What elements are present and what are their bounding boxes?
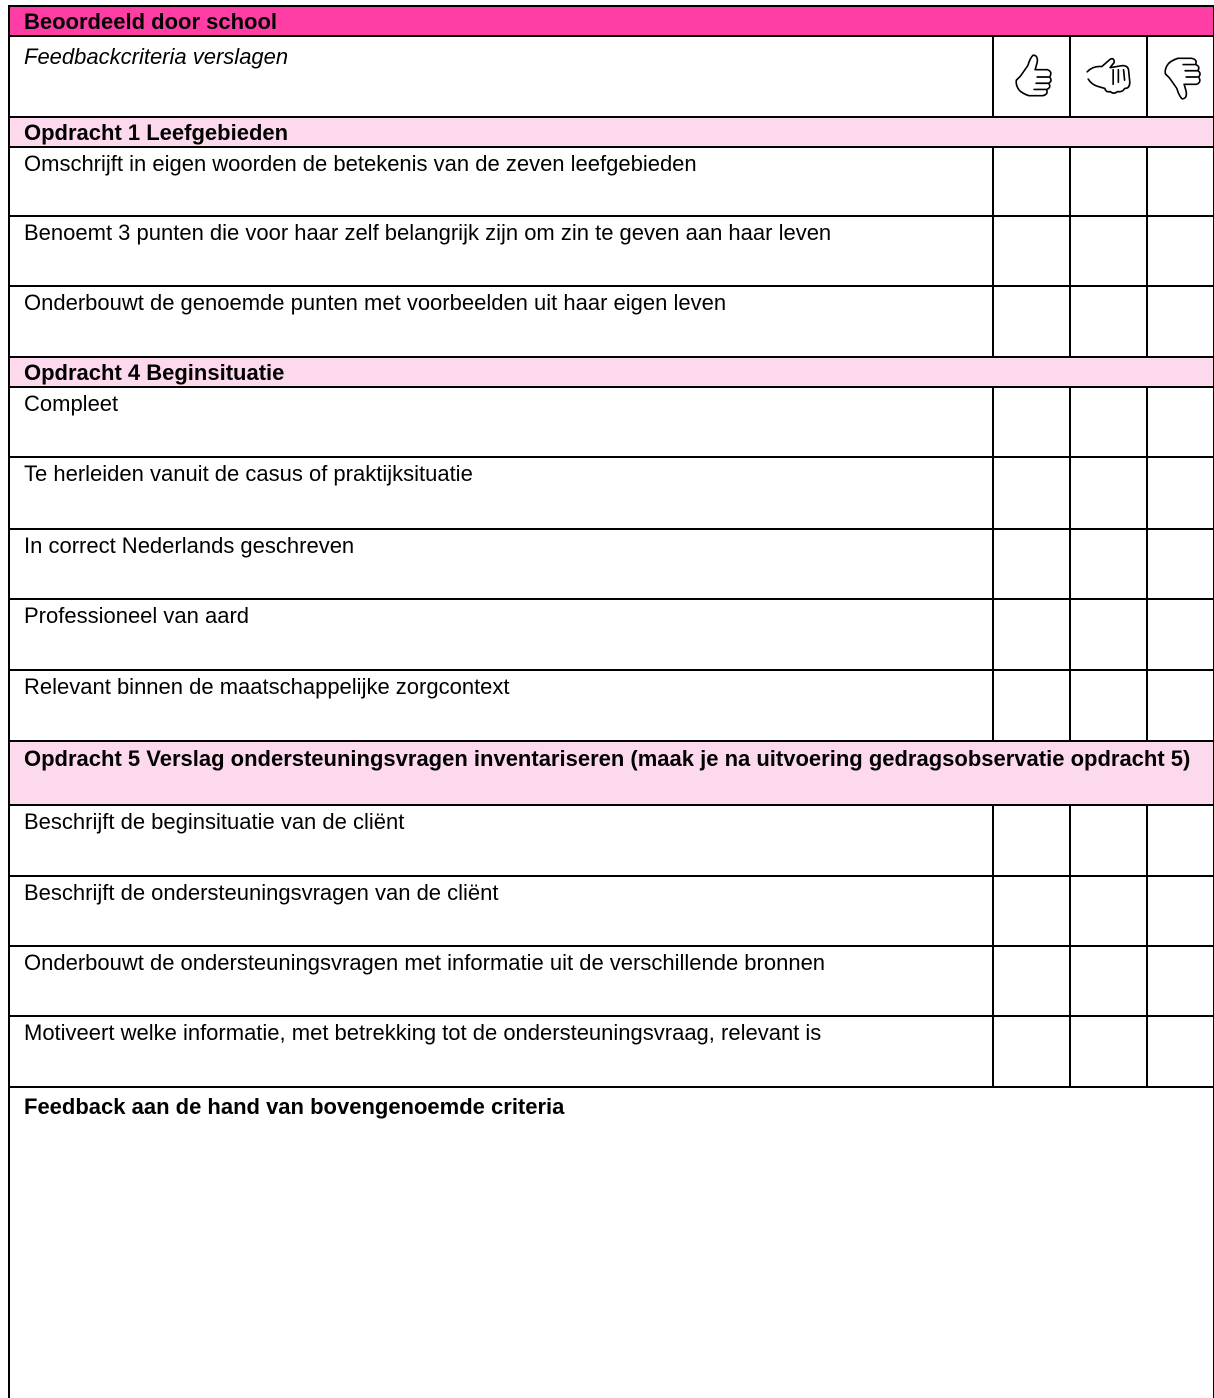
criterion-text: Compleet <box>10 388 994 456</box>
rating-cell-neutral[interactable] <box>1071 217 1148 285</box>
rating-cell-positive[interactable] <box>994 947 1071 1015</box>
rating-cell-neutral[interactable] <box>1071 1017 1148 1086</box>
criterion-row <box>8 877 1214 947</box>
rating-cell-neutral[interactable] <box>1071 388 1148 456</box>
criterion-row <box>8 530 1214 600</box>
rating-cell-neutral[interactable] <box>1071 671 1148 740</box>
rating-cell-positive[interactable] <box>994 806 1071 875</box>
rating-cell-positive[interactable] <box>994 388 1071 456</box>
criterion-text: Beschrijft de beginsituatie van de cliënt <box>10 806 994 875</box>
subheader-row <box>8 37 1214 118</box>
rating-cell-neutral[interactable] <box>1071 806 1148 875</box>
thumbs-up-icon <box>1006 51 1058 103</box>
rating-cell-neutral[interactable] <box>1071 148 1148 215</box>
section-header-1 <box>8 118 1214 148</box>
rating-cell-neutral[interactable] <box>1071 600 1148 669</box>
rating-cell-positive[interactable] <box>994 671 1071 740</box>
criterion-text: Te herleiden vanuit de casus of praktijksituatie <box>10 458 994 528</box>
criterion-text: Benoemt 3 punten die voor haar zelf belangrijk zijn om zin te geven aan haar leven <box>10 217 994 285</box>
thumbs-down-icon <box>1155 51 1207 103</box>
rating-header-positive <box>994 37 1071 116</box>
feedback-box[interactable] <box>8 1088 1214 1398</box>
rating-cell-negative[interactable] <box>1148 148 1213 215</box>
rating-cell-positive[interactable] <box>994 1017 1071 1086</box>
rating-cell-negative[interactable] <box>1148 877 1213 945</box>
criterion-row <box>8 458 1214 530</box>
criterion-text: Omschrijft in eigen woorden de betekenis van de zeven leefgebieden <box>10 148 994 215</box>
rating-cell-positive[interactable] <box>994 148 1071 215</box>
rating-cell-neutral[interactable] <box>1071 877 1148 945</box>
rating-cell-positive[interactable] <box>994 530 1071 598</box>
rating-cell-negative[interactable] <box>1148 947 1213 1015</box>
rating-cell-negative[interactable] <box>1148 217 1213 285</box>
rating-header-negative <box>1148 37 1213 116</box>
section-title-1: Opdracht 1 Leefgebieden <box>24 120 289 145</box>
criterion-row <box>8 388 1214 458</box>
criterion-row <box>8 148 1214 217</box>
rating-cell-neutral[interactable] <box>1071 458 1148 528</box>
rating-cell-neutral[interactable] <box>1071 287 1148 356</box>
header-title-row <box>8 5 1214 37</box>
rating-header-neutral <box>1071 37 1148 116</box>
feedback-criteria-table <box>8 5 1214 1398</box>
rating-cell-neutral[interactable] <box>1071 530 1148 598</box>
rating-cell-negative[interactable] <box>1148 388 1213 456</box>
feedback-label: Feedback aan de hand van bovengenoemde criteria <box>24 1094 565 1119</box>
criterion-text: Motiveert welke informatie, met betrekking tot de ondersteuningsvraag, relevant is <box>10 1017 994 1086</box>
rating-cell-negative[interactable] <box>1148 600 1213 669</box>
criterion-row <box>8 217 1214 287</box>
criterion-row <box>8 600 1214 671</box>
criterion-text: Relevant binnen de maatschappelijke zorgcontext <box>10 671 994 740</box>
rating-cell-positive[interactable] <box>994 217 1071 285</box>
rating-cell-negative[interactable] <box>1148 458 1213 528</box>
section-header-2 <box>8 358 1214 388</box>
header-title: Beoordeeld door school <box>24 9 278 34</box>
rating-cell-negative[interactable] <box>1148 1017 1213 1086</box>
rating-cell-negative[interactable] <box>1148 671 1213 740</box>
criterion-text: In correct Nederlands geschreven <box>10 530 994 598</box>
rating-cell-positive[interactable] <box>994 287 1071 356</box>
section-title-3: Opdracht 5 Verslag ondersteuningsvragen inventariseren (maak je na uitvoering gedragsobservatie opdracht 5) <box>24 746 1191 771</box>
criterion-row <box>8 806 1214 877</box>
criterion-text: Onderbouwt de ondersteuningsvragen met informatie uit de verschillende bronnen <box>10 947 994 1015</box>
subheader-text: Feedbackcriteria verslagen <box>10 37 994 116</box>
criterion-row <box>8 947 1214 1017</box>
rating-cell-negative[interactable] <box>1148 287 1213 356</box>
rating-cell-positive[interactable] <box>994 600 1071 669</box>
section-title-2: Opdracht 4 Beginsituatie <box>24 360 285 385</box>
criterion-row <box>8 1017 1214 1088</box>
neutral-hand-icon <box>1083 51 1135 103</box>
criterion-text: Onderbouwt de genoemde punten met voorbeelden uit haar eigen leven <box>10 287 994 356</box>
criterion-row <box>8 671 1214 742</box>
rating-cell-negative[interactable] <box>1148 806 1213 875</box>
criterion-row <box>8 287 1214 358</box>
section-header-3 <box>8 742 1214 806</box>
criterion-text: Professioneel van aard <box>10 600 994 669</box>
rating-cell-positive[interactable] <box>994 877 1071 945</box>
rating-cell-negative[interactable] <box>1148 530 1213 598</box>
criterion-text: Beschrijft de ondersteuningsvragen van de cliënt <box>10 877 994 945</box>
rating-cell-positive[interactable] <box>994 458 1071 528</box>
rating-cell-neutral[interactable] <box>1071 947 1148 1015</box>
